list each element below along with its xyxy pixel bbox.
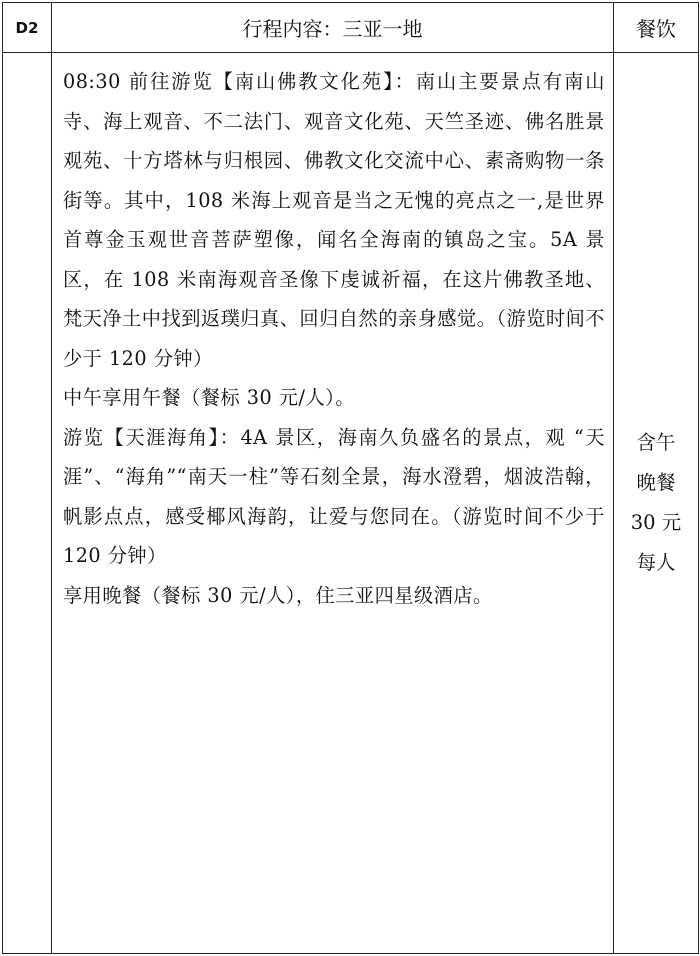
day-empty-cell xyxy=(3,53,52,954)
content-cell xyxy=(52,53,614,954)
itinerary-table xyxy=(2,2,699,954)
itinerary-text xyxy=(52,53,613,615)
meal-line: 晚餐 xyxy=(636,471,676,494)
meal-cell xyxy=(614,53,699,954)
paragraph-dinner-hotel: 享用晚餐（餐标 30 元/人），住三亚四星级酒店。 xyxy=(63,583,493,607)
meal-header: 餐饮 xyxy=(614,3,699,53)
itinerary-title: 行程内容：三亚一地 xyxy=(52,3,614,53)
header-row xyxy=(3,3,699,53)
content-row xyxy=(3,53,699,954)
paragraph-nanshan: 08:30 前往游览【南山佛教文化苑】：南山主要景点有南山寺、海上观音、不二法门、观音文化苑、天竺圣迹、佛名胜景观苑、十方塔林与归根园、佛教文化交流中心、素斋购物一条街等。其中，108 米海上观音是当之无愧的亮点之一,是世界首尊金玉观世音菩萨塑像，闻名全海南的镇岛之宝。5A 景区，在 108 米南海观音圣像下虔诚祈福，在这片佛教圣地、梵天净土中找到返璞归真、回归自然的亲身感觉。（游览时间不少于 120 分钟） xyxy=(63,70,605,370)
day-label: D2 xyxy=(3,3,52,53)
paragraph-lunch: 中午享用午餐（餐标 30 元/人）。 xyxy=(63,386,355,409)
paragraph-tianya: 游览【天涯海角】：4A 景区，海南久负盛名的景点，观 “天涯”、“海角”“南天一柱”等石刻全景，海水澄碧，烟波浩翰，帆影点点，感受椰风海韵，让爱与您同在。（游览时间不少于 120 分钟） xyxy=(63,425,605,567)
meal-line: 30 元 xyxy=(630,511,682,534)
meal-line: 每人 xyxy=(636,551,676,574)
meal-line: 含午 xyxy=(636,431,676,454)
